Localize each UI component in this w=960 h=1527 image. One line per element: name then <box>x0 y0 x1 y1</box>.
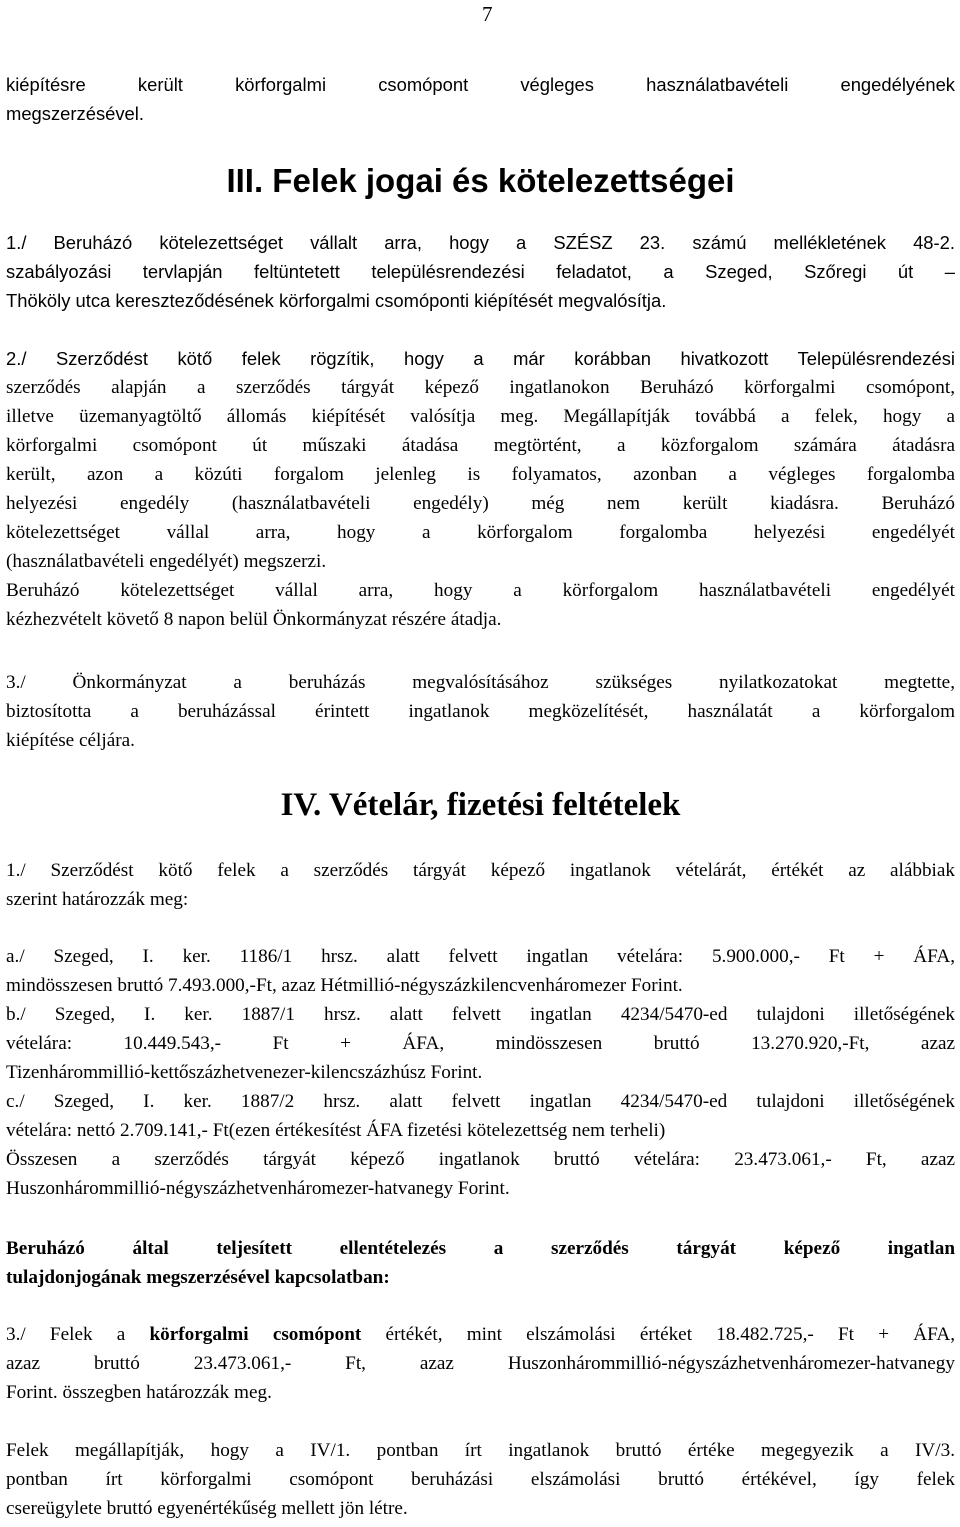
intro-paragraph: kiépítésre került körforgalmi csomópont végleges használatbavételi engedélyének megszerzésével. <box>6 74 955 124</box>
section-heading-iv: IV. Vételár, fizetési feltételek <box>280 787 681 823</box>
paragraph-iii-2: 2./ Szerződést kötő felek rögzítik, hogy a már korábban hivatkozott Településrendezési szerződés alapján a szerződés tárgyát képező ingatlanokon Beruházó körforgalmi csomópont, illetve üzemanyagtöltő állomás kiépítését valósítja meg. Megállapítják továbbá a felek, hogy a körforgalmi csomópont út műszaki átadása megtörtént, a közforgalom számára átadásra került, azon a közúti forgalom jelenleg is folyamatos, azonban a végleges forgalomba helyezési engedély (használatbavételi engedély) még nem került kiadásra. Beruházó kötelezettséget vállal arra, hogy a körforgalom forgalomba helyezési engedélyét (használatbavételi engedélyét) megszerzi. Beruházó kötelezettséget vállal arra, hogy a körforgalom használatbavételi engedélyét kézhezvételt követő 8 napon belül Önkormányzat részére átadja. <box>6 348 955 630</box>
paragraph-iv-4: Felek megállapítják, hogy a IV/1. pontban írt ingatlanok bruttó értéke megegyezik a IV/3. pontban írt körforgalmi csomópont beruházási elszámolási bruttó értékével, így felek csereügylete bruttó egyenértékűség mellett jön létre. <box>6 1440 955 1519</box>
list-item: b./ Szeged, I. ker. 1887/1 hrsz. alatt felvett ingatlan 4234/5470-ed tulajdoni illetőségének <box>6 1004 955 1025</box>
page-number: 7 <box>482 2 493 26</box>
paragraph-iii-3: 3./ Önkormányzat a beruházás megvalósításához szükséges nyilatkozatokat megtette, biztosította a beruházással érintett ingatlanok megközelítését, használatát a körforgalom kiépítése céljára. <box>6 672 955 751</box>
bold-term: körforgalmi csomópont <box>149 1324 362 1345</box>
price-list: a./ Szeged, I. ker. 1186/1 hrsz. alatt felvett ingatlan vételára: 5.900.000,- Ft + ÁFA, mindösszesen bruttó 7.493.000,-Ft, azaz Hétmillió-négyszázkilencvenháromezer Forint. b./ Szeged, I. ker. 1887/1 hrsz. alatt felvett ingatlan 4234/5470-ed tulajdoni illetőségének vételára: 10.449.543,- Ft + ÁFA, mindösszesen bruttó 13.270.920,-Ft, azaz Tizenhárommillió-kettőszázhetvenezer-kilencszázhúsz Forint. c./ Szeged, I. ker. 1887/2 hrsz. alatt felvett ingatlan 4234/5470-ed tulajdoni illetőségének vételára: nettó 2.709.141,- Ft(ezen értékesítést ÁFA fizetési kötelezettség nem terheli) Összesen a szerződés tárgyát képező ingatlanok bruttó vételára: 23.473.061,- Ft, azaz Huszonhárommillió-négyszázhetvenháromezer-hatvanegy Forint. <box>6 942 955 1203</box>
total-line: Összesen a szerződés tárgyát képező ingatlanok bruttó vételára: 23.473.061,- Ft, azaz <box>6 1149 955 1170</box>
paragraph-iv-1: 1./ Szerződést kötő felek a szerződés tárgyát képező ingatlanok vételárát, értékét az alábbiak szerint határozzák meg: <box>6 860 955 910</box>
paragraph-iii-1: 1./ Beruházó kötelezettséget vállalt arra, hogy a SZÉSZ 23. számú mellékletének 48-2. szabályozási tervlapján feltüntetett településrendezési feladatot, a Szeged, Szőregi út – Thököly utca kereszteződésének körforgalmi csomóponti kiépítését megvalósítja. <box>6 232 955 311</box>
bold-subheading: Beruházó által teljesített ellentételezés a szerződés tárgyát képező ingatlan tulajdonjogának megszerzésével kapcsolatban: <box>6 1238 955 1288</box>
list-item: a./ Szeged, I. ker. 1186/1 hrsz. alatt felvett ingatlan vételára: 5.900.000,- Ft + ÁFA, <box>6 946 955 967</box>
section-heading-iii: III. Felek jogai és kötelezettségei <box>226 162 735 199</box>
list-item: c./ Szeged, I. ker. 1887/2 hrsz. alatt felvett ingatlan 4234/5470-ed tulajdoni illetőségének <box>6 1091 955 1112</box>
paragraph-iv-3: 3./ Felek a körforgalmi csomópont értékét, mint elszámolási értéket 18.482.725,- Ft + ÁFA, azaz bruttó 23.473.061,- Ft, azaz Huszonhárommillió-négyszázhetvenháromezer-hatvanegy Forint. összegben határozzák meg. <box>6 1324 955 1403</box>
